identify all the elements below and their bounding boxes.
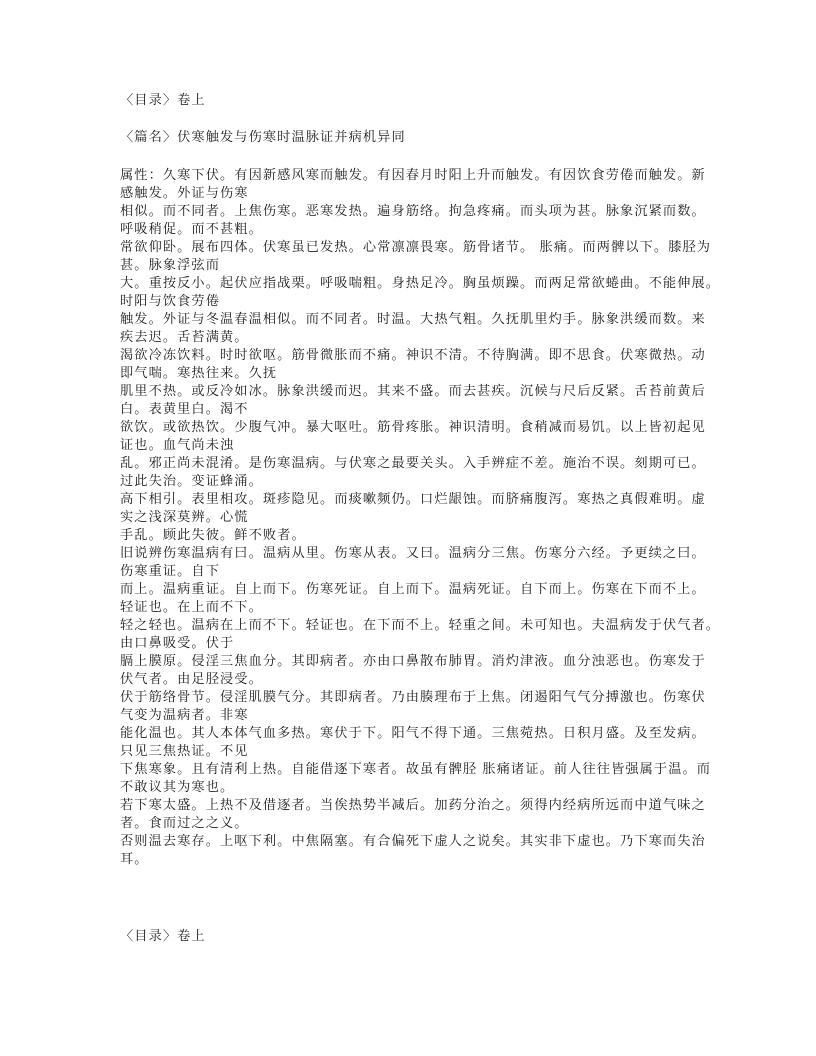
- body-line: 即气喘。寒热往来。久抚: [120, 366, 278, 381]
- body-line: 旧说辨伤寒温病有曰。温病从里。伤寒从表。又曰。温病分三焦。伤寒分六经。予更续之曰。: [120, 546, 706, 561]
- body-line: 轻证也。在上而不下。: [120, 600, 263, 615]
- body-line: 伏气者。由足胫浸受。: [120, 672, 263, 687]
- body-line: 触发。外证与冬温春温相似。而不同者。时温。大热气粗。久抚肌里灼手。脉象洪缓而数。来: [120, 312, 706, 327]
- body-line: 白。表黄里白。渴不: [120, 402, 249, 417]
- body-line: 感触发。外证与伤寒: [120, 186, 249, 201]
- body-line: 伤寒重证。自下: [120, 564, 221, 579]
- body-line: 乱。邪正尚未混淆。是伤寒温病。与伏寒之最要关头。入手辨症不差。施治不误。刻期可已。: [120, 456, 706, 471]
- body-line: 膈上膜原。侵淫三焦血分。其即病者。亦由口鼻散布肺胃。消灼津液。血分浊恶也。伤寒发于: [120, 654, 706, 669]
- body-line: 只见三焦热证。不见: [120, 744, 249, 759]
- body-line: 伏于筋络骨节。侵淫肌膜气分。其即病者。乃由腠理布于上焦。闭遏阳气气分搏激也。伤寒伏: [120, 690, 706, 705]
- body-line: 实之浅深莫辨。心慌: [120, 510, 249, 525]
- body-line: 能化温也。其人本体气血多热。寒伏于下。阳气不得下通。三焦菀热。日积月盛。及至发病。: [120, 726, 706, 741]
- body-line: 气变为温病者。非寒: [120, 708, 249, 723]
- body-line: 高下相引。表里相攻。斑疹隐见。而痰嗽频仍。口烂龈蚀。而脐痛腹泻。寒热之真假难明。虚: [120, 492, 706, 507]
- body-line: 不敢议其为寒也。: [120, 780, 235, 795]
- body-line: 呼吸稍促。而不甚粗。: [120, 222, 263, 237]
- toc-breadcrumb-bottom: 〈目录〉卷上: [120, 929, 206, 944]
- body-line: [120, 869, 710, 887]
- body-line: 相似。而不同者。上焦伤寒。恶寒发热。遍身筋络。拘急疼痛。而头项为甚。脉象沉紧而数。: [120, 204, 706, 219]
- body-text: [120, 167, 721, 887]
- body-line: 疾去迟。舌苔满黄。: [120, 330, 249, 345]
- body-line: 否则温去寒存。上呕下利。中焦隔塞。有合偏死下虚人之说矣。其实非下虚也。乃下寒而失治: [120, 834, 706, 849]
- body-line: 下焦寒象。且有清利上热。自能借逐下寒者。故虽有髀胫 胀痛诸证。前人往往皆强属于温。而: [120, 762, 712, 777]
- body-line: 过此失治。变证蜂涌。: [120, 474, 263, 489]
- body-line: 证也。血气尚未浊: [120, 438, 235, 453]
- toc-breadcrumb-top: 〈目录〉卷上: [120, 93, 206, 108]
- body-line: 轻之轻也。温病在上而不下。轻证也。在下而不上。轻重之间。未可知也。夫温病发于伏气者。: [120, 618, 721, 633]
- body-line: 手乱。顾此失彼。鲜不败者。: [120, 528, 306, 543]
- body-line: 若下寒太盛。上热不及借逐者。当俟热势半减后。加药分治之。须得内经病所远而中道气味之: [120, 798, 706, 813]
- body-line: 而上。温病重证。自上而下。伤寒死证。自上而下。温病死证。自下而上。伤寒在下而不上。: [120, 582, 706, 597]
- body-line: 耳。: [120, 852, 149, 867]
- body-line: 者。食而过之之义。: [120, 816, 249, 831]
- body-line: 常欲仰卧。展布四体。伏寒虽已发热。心常凛凛畏寒。筋骨诸节。 胀痛。而两髀以下。膝胫为: [120, 240, 712, 255]
- body-line: 肌里不热。或反冷如冰。脉象洪缓而迟。其来不盛。而去甚疾。沉候与尺后反紧。舌苔前黄后: [120, 384, 706, 399]
- chapter-title: 〈篇名〉伏寒触发与伤寒时温脉证并病机异同: [120, 130, 406, 145]
- body-line: 由口鼻吸受。伏于: [120, 636, 235, 651]
- body-line: 属性：久寒下伏。有因新感风寒而触发。有因春月时阳上升而触发。有因饮食劳倦而触发。新: [120, 168, 706, 183]
- body-line: 欲饮。或欲热饮。少腹气冲。暴大呕吐。筋骨疼胀。神识清明。食稍减而易饥。以上皆初起见: [120, 420, 706, 435]
- body-line: 时阳与饮食劳倦: [120, 294, 221, 309]
- body-line: 渴欲冷冻饮料。时时欲呕。筋骨微胀而不痛。神识不清。不待胸满。即不思食。伏寒微热。动: [120, 348, 706, 363]
- body-line: 甚。脉象浮弦而: [120, 258, 221, 273]
- body-line: 大。重按反小。起伏应指战栗。呼吸喘粗。身热足冷。胸虽烦躁。而两足常欲蜷曲。不能伸展。: [120, 276, 721, 291]
